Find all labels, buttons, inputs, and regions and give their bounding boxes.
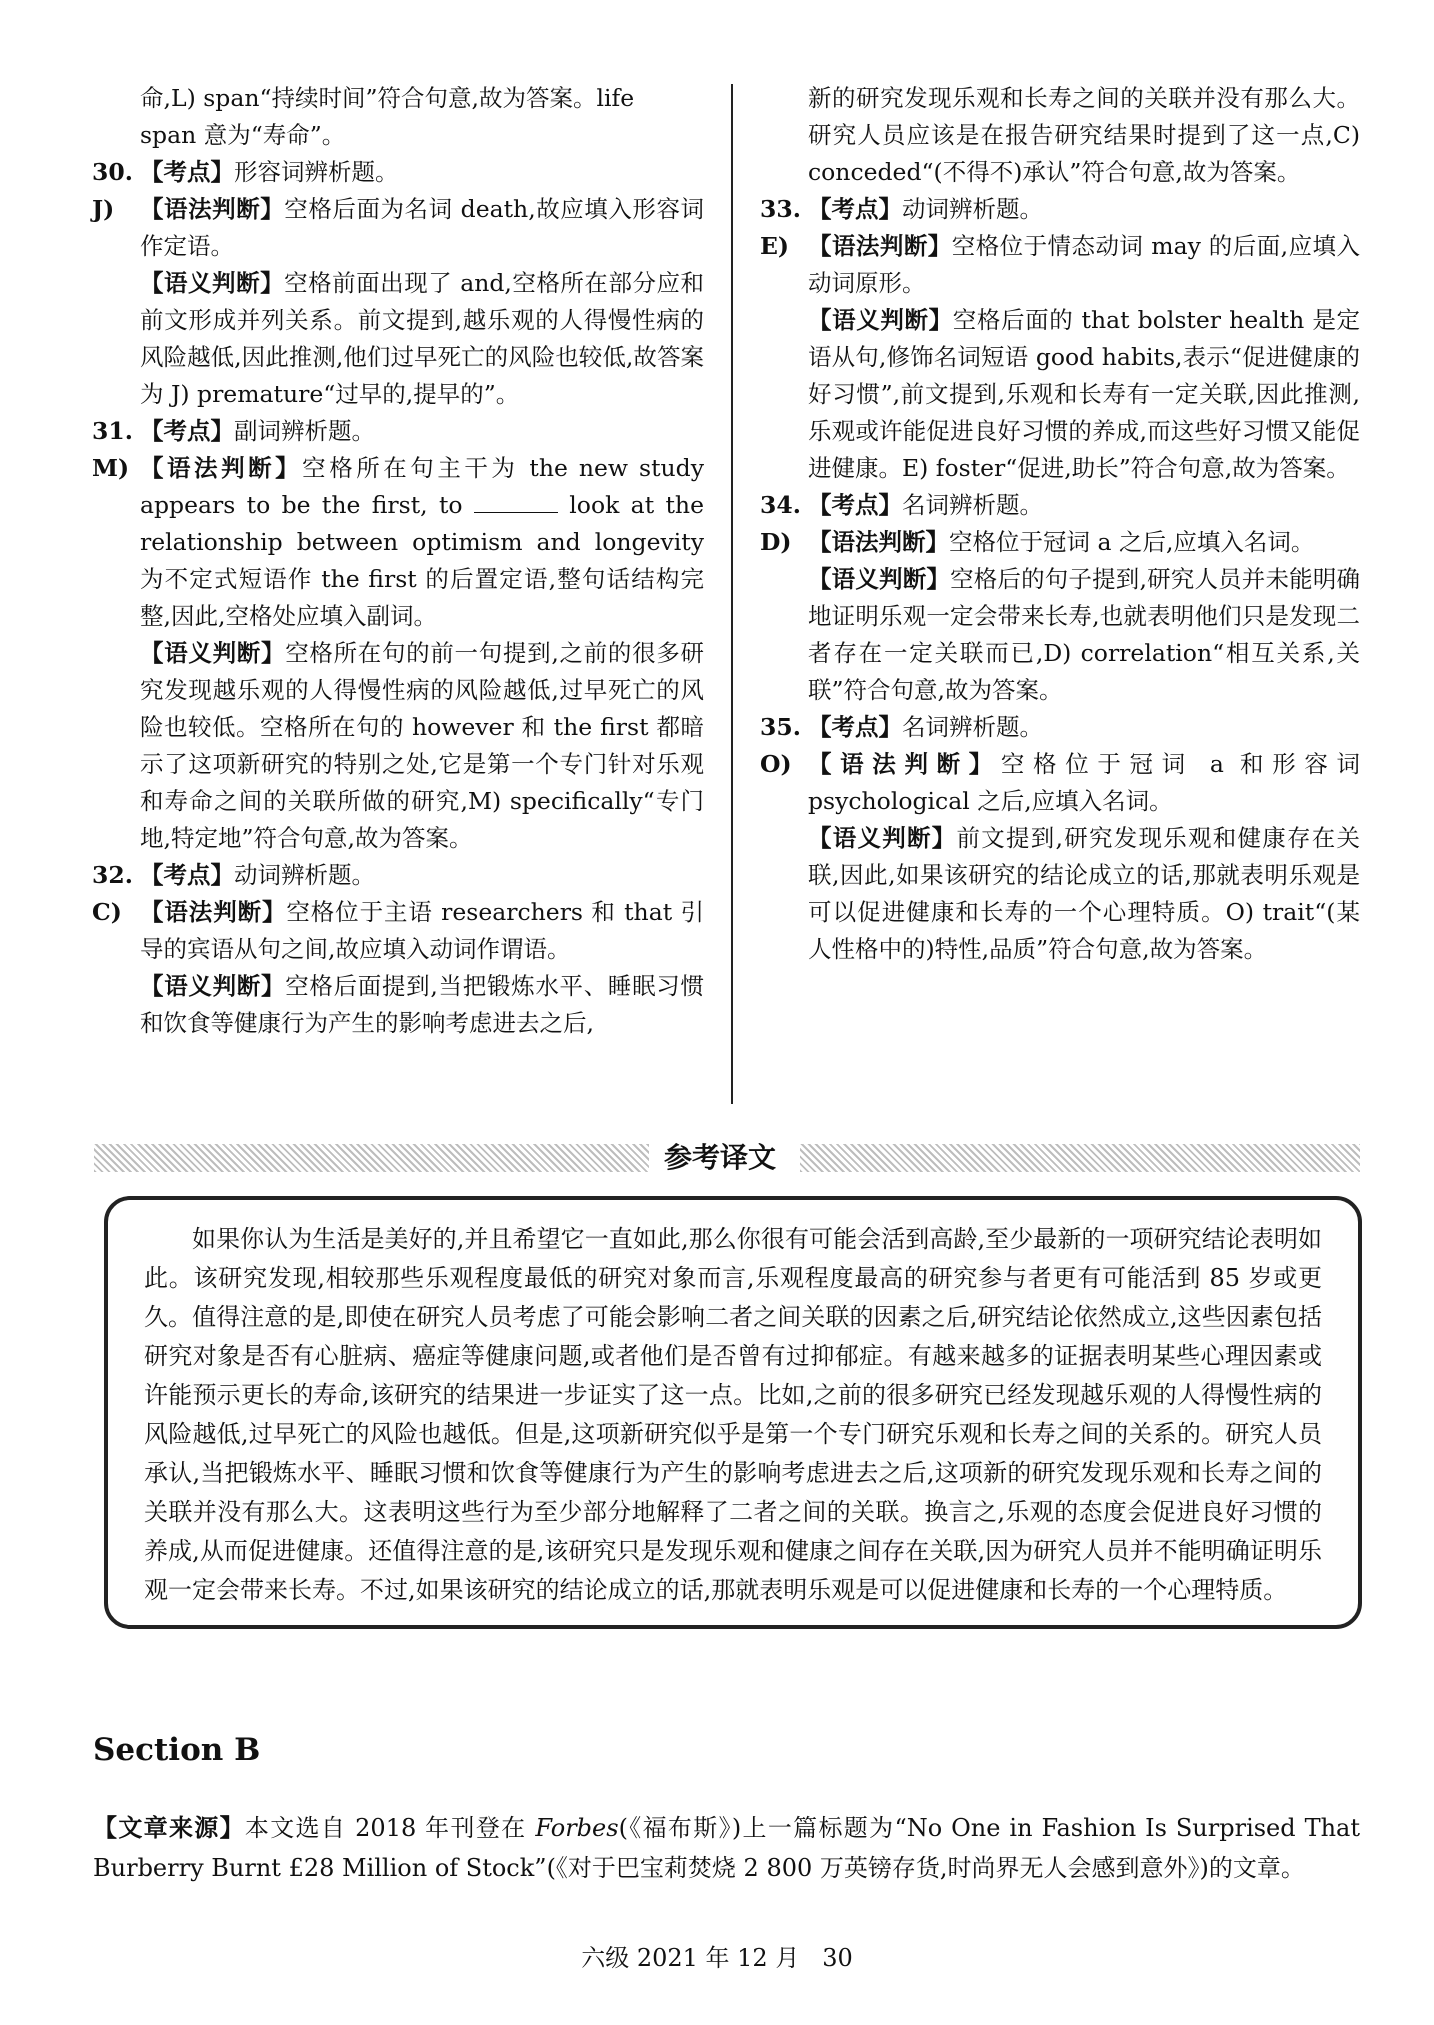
question-number: 34. — [760, 491, 801, 519]
grammar-tag: 【语法判断】 — [140, 454, 303, 482]
question-30-semantic — [92, 265, 704, 413]
semantic-text: 空格后的句子提到,研究人员并未能明确地证明乐观一定会带来长寿,也就表明他们只是发现二者存在一定关联而已,D) correlation“相互关系,关联”符合句意,故为答案。 — [808, 565, 1361, 704]
grammar-text: 空格所在句主干为 the new study appears to be the first, to — [140, 454, 704, 519]
right-column — [760, 80, 1360, 968]
hatch-bar-right — [800, 1144, 1360, 1172]
question-type: 名词辨析题。 — [902, 491, 1043, 519]
grammar-tag: 【语法判断】 — [140, 195, 285, 223]
grammar-text: 空格后面为名词 death,故应填入形容词作定语。 — [140, 195, 705, 260]
text-line: span 意为“寿命”。 — [140, 121, 346, 149]
question-33-semantic — [760, 302, 1360, 487]
kaodian-tag: 【考点】 — [140, 158, 234, 186]
answer-letter: O) — [760, 750, 792, 778]
question-34-grammar — [760, 524, 1360, 561]
text-line: 新的研究发现乐观和长寿之间的关联并没有那么大。研究人员应该是在报告研究结果时提到了这一点,C) conceded“(不得不)承认”符合句意,故为答案。 — [808, 84, 1360, 186]
grammar-tag: 【语法判断】 — [808, 750, 1001, 778]
footer-label: 六级 2021 年 12 月 — [581, 1944, 800, 1972]
kaodian-tag: 【考点】 — [808, 713, 902, 741]
semantic-tag: 【语义判断】 — [140, 639, 286, 667]
question-33-header — [760, 191, 1360, 228]
grammar-text: 空格位于冠词 a 之后,应填入名词。 — [949, 528, 1315, 556]
question-number: 32. — [92, 861, 133, 889]
question-32-grammar — [92, 894, 704, 968]
hatch-bar-left — [94, 1144, 649, 1172]
answer-letter: E) — [760, 232, 790, 260]
answer-letter: C) — [92, 898, 122, 926]
semantic-tag: 【语义判断】 — [140, 269, 285, 297]
semantic-text: 空格后面的 that bolster health 是定语从句,修饰名词短语 good habits,表示“促进健康的好习惯”,前文提到,乐观和长寿有一定关联,因此推测,乐观或许能促进良好习惯的养成,而这些好习惯又能促进健康。E) foster“促进,助长”符合句意,故为答案。 — [808, 306, 1360, 482]
page-footer — [0, 1938, 1434, 1973]
question-35-header — [760, 709, 1360, 746]
question-type: 副词辨析题。 — [234, 417, 375, 445]
paragraph-continued — [92, 80, 704, 154]
semantic-text: 空格前面出现了 and,空格所在部分应和前文形成并列关系。前文提到,越乐观的人得慢性病的风险越低,因此推测,他们过早死亡的风险也较低,故答案为 J) premature“过早的,提早的”。 — [140, 269, 704, 408]
question-30-header — [92, 154, 704, 191]
question-31-semantic — [92, 635, 704, 857]
grammar-tag: 【语法判断】 — [808, 232, 952, 260]
source-text-cont: (《福布斯》)上一篇标题为“No One in Fashion Is Surprised That Burberry Burnt £28 Million of Stock”(《对于巴宝莉焚烧 2 800 万英镑存货,时尚界无人会感到意外》)的文章。 — [93, 1814, 1360, 1882]
question-type: 形容词辨析题。 — [234, 158, 399, 186]
grammar-tag: 【语法判断】 — [808, 528, 949, 556]
left-column — [92, 80, 704, 1042]
question-30-grammar — [92, 191, 704, 265]
grammar-text: 空格位于情态动词 may 的后面,应填入动词原形。 — [808, 232, 1360, 297]
question-35-grammar — [760, 746, 1360, 820]
semantic-tag: 【语义判断】 — [140, 972, 286, 1000]
kaodian-tag: 【考点】 — [140, 861, 234, 889]
page-number: 30 — [822, 1944, 853, 1972]
translation-title: 参考译文 — [664, 1141, 777, 1174]
question-35-semantic — [760, 820, 1360, 968]
section-heading: Section B — [93, 1732, 261, 1768]
blank-line — [474, 490, 558, 513]
answer-letter: M) — [92, 454, 130, 482]
translation-text: 如果你认为生活是美好的,并且希望它一直如此,那么你很有可能会活到高龄,至少最新的一项研究结论表明如此。该研究发现,相较那些乐观程度最低的研究对象而言,乐观程度最高的研究参与者更有可能活到 85 岁或更久。值得注意的是,即使在研究人员考虑了可能会影响二者之间关联的因素之后,研究结论依然成立,这些因素包括研究对象是否有心脏病、癌症等健康问题,或者他们是否曾有过抑郁症。有越来越多的证据表明某些心理因素或许能预示更长的寿命,该研究的结果进一步证实了这一点。比如,之前的很多研究已经发现越乐观的人得慢性病的风险越低,过早死亡的风险也越低。但是,这项新研究似乎是第一个专门研究乐观和长寿之间的关系的。研究人员承认,当把锻炼水平、睡眠习惯和饮食等健康行为产生的影响考虑进去之后,这项新的研究发现乐观和长寿之间的关联并没有那么大。这表明这些行为至少部分地解释了二者之间的关联。换言之,乐观的态度会促进良好习惯的养成,从而促进健康。还值得注意的是,该研究只是发现乐观和健康之间存在关联,因为研究人员并不能明确证明乐观一定会带来长寿。不过,如果该研究的结论成立的话,那就表明乐观是可以促进健康和长寿的一个心理特质。 — [144, 1225, 1322, 1604]
paragraph-continued — [760, 80, 1360, 191]
grammar-tag: 【语法判断】 — [140, 898, 287, 926]
question-type: 名词辨析题。 — [902, 713, 1043, 741]
source-text: 本文选自 2018 年刊登在 — [244, 1814, 536, 1842]
question-number: 30. — [92, 158, 133, 186]
question-32-header — [92, 857, 704, 894]
question-33-grammar — [760, 228, 1360, 302]
translation-box — [104, 1196, 1362, 1629]
question-34-header — [760, 487, 1360, 524]
publication-name: Forbes — [535, 1814, 619, 1842]
semantic-text: 空格后面提到,当把锻炼水平、睡眠习惯和饮食等健康行为产生的影响考虑进去之后, — [140, 972, 704, 1037]
kaodian-tag: 【考点】 — [140, 417, 234, 445]
kaodian-tag: 【考点】 — [808, 491, 902, 519]
text-line: 命,L) span“持续时间”符合句意,故为答案。life — [140, 84, 635, 112]
semantic-text: 空格所在句的前一句提到,之前的很多研究发现越乐观的人得慢性病的风险越低,过早死亡的风险也较低。空格所在句的 however 和 the first 都暗示了这项新研究的特别之处,它是第一个专门针对乐观和寿命之间的关联所做的研究,M) specifically“专门地,特定地”符合句意,故为答案。 — [140, 639, 704, 852]
question-type: 动词辨析题。 — [234, 861, 375, 889]
grammar-text-cont: look at the relationship between optimism and longevity 为不定式短语作 the first 的后置定语,整句话结构完整,因此,空格处应填入副词。 — [140, 491, 704, 630]
question-number: 35. — [760, 713, 801, 741]
question-number: 31. — [92, 417, 133, 445]
grammar-text: 空格位于主语 researchers 和 that 引导的宾语从句之间,故应填入动词作谓语。 — [140, 898, 705, 963]
source-tag: 【文章来源】 — [93, 1813, 245, 1842]
answer-letter: J) — [92, 195, 115, 223]
semantic-text: 前文提到,研究发现乐观和健康存在关联,因此,如果该研究的结论成立的话,那就表明乐观是可以促进健康和长寿的一个心理特质。O) trait“(某人性格中的)特性,品质”符合句意,故为答案。 — [808, 824, 1360, 963]
question-32-semantic — [92, 968, 704, 1042]
article-source — [93, 1808, 1360, 1888]
grammar-text: 空格位于冠词 a 和形容词 psychological 之后,应填入名词。 — [808, 750, 1361, 815]
question-34-semantic — [760, 561, 1360, 709]
kaodian-tag: 【考点】 — [808, 195, 902, 223]
semantic-tag: 【语义判断】 — [808, 824, 957, 852]
question-type: 动词辨析题。 — [902, 195, 1043, 223]
question-31-grammar — [92, 450, 704, 635]
semantic-tag: 【语义判断】 — [808, 306, 953, 334]
question-31-header — [92, 413, 704, 450]
semantic-tag: 【语义判断】 — [808, 565, 951, 593]
column-divider — [731, 84, 733, 1104]
question-number: 33. — [760, 195, 801, 223]
answer-letter: D) — [760, 528, 792, 556]
